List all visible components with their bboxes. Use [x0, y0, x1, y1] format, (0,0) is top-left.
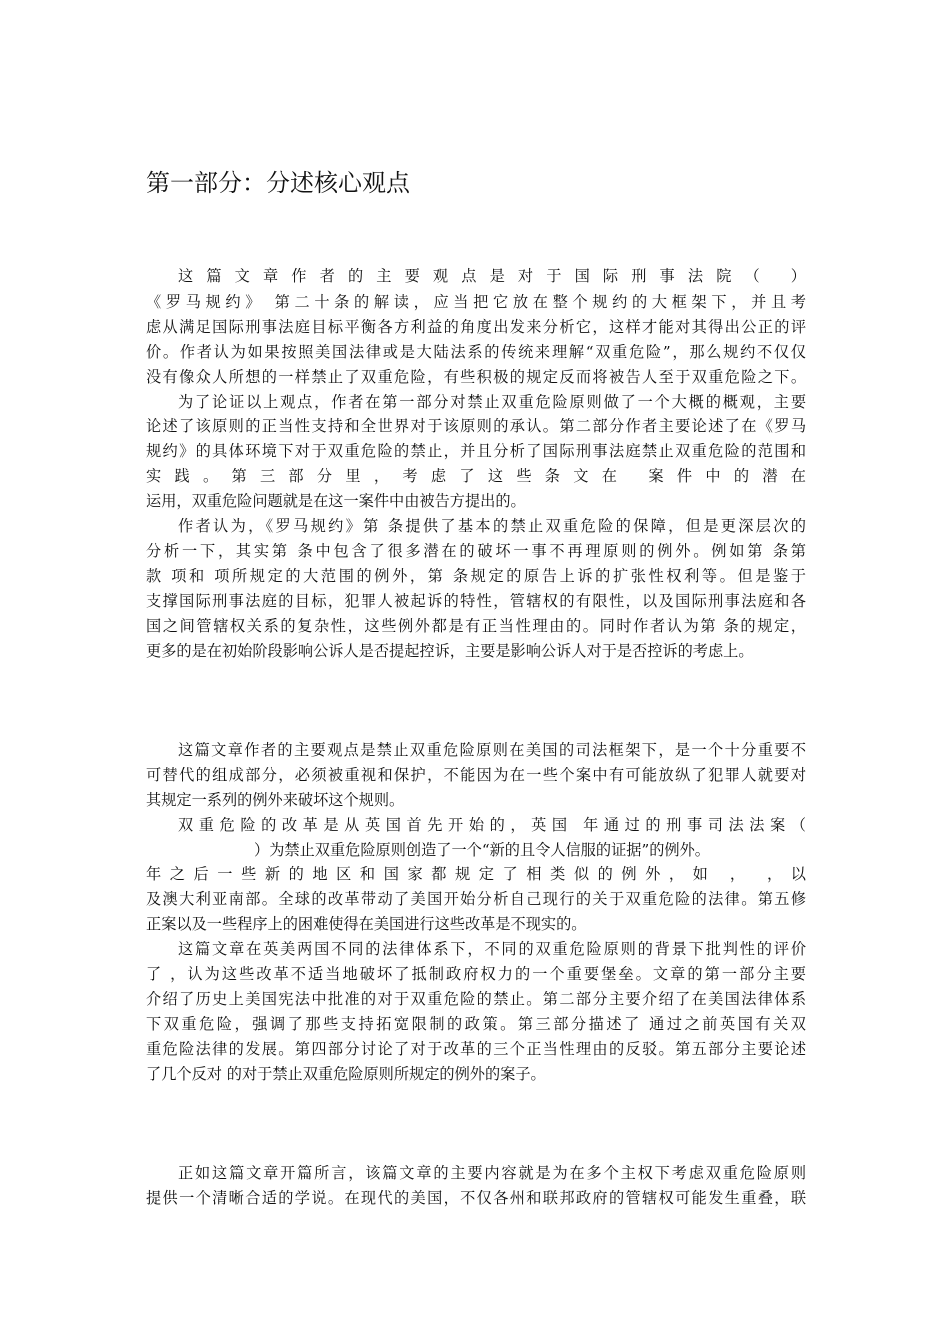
- paragraph-line: 分析一下，其实第 条中包含了很多潜在的破坏一事不再理原则的例外。例如第 条第: [146, 542, 806, 560]
- paragraph-line: 介绍了历史上美国宪法中批准的对于双重危险的禁止。第二部分主要介绍了在美国法律体系: [146, 990, 806, 1008]
- paragraph-line: 提供一个清晰合适的学说。在现代的美国，不仅各州和联邦政府的管辖权可能发生重叠，联: [146, 1189, 806, 1207]
- paragraph-line: 《罗马规约》 第二十条的解读，应当把它放在整个规约的大框架下，并且考: [146, 293, 806, 311]
- paragraph-line: 运用，双重危险问题就是在这一案件中由被告方提出的。: [146, 492, 526, 510]
- paragraph-line: 这篇文章在英美两国不同的法律体系下，不同的双重危险原则的背景下批判性的评价: [178, 940, 806, 958]
- paragraph-line: 论述了该原则的正当性支持和全世界对于该原则的承认。第二部分作者主要论述了在《罗马: [146, 417, 806, 435]
- paragraph-line: 重危险法律的发展。第四部分讨论了对于改革的三个正当性理由的反驳。第五部分主要论述: [146, 1040, 806, 1058]
- paragraph-line: 国之间管辖权关系的复杂性，这些例外都是有正当性理由的。同时作者认为第 条的规定，: [146, 617, 806, 635]
- paragraph-line: 实践。第三部分里，考虑了这些条文在 案件中的潜在: [146, 467, 806, 485]
- paragraph-line: 正如这篇文章开篇所言，该篇文章的主要内容就是为在多个主权下考虑双重危险原则: [178, 1164, 806, 1182]
- paragraph-line: 没有像众人所想的一样禁止了双重危险，有些积极的规定反而将被告人至于双重危险之下。: [146, 368, 806, 386]
- paragraph-line: 虑从满足国际刑事法庭目标平衡各方利益的角度出发来分析它，这样才能对其得出公正的评: [146, 318, 806, 336]
- paragraph-line: 及澳大利亚南部。全球的改革带动了美国开始分析自己现行的关于双重危险的法律。第五修: [146, 890, 806, 908]
- paragraph-line: 这篇文章作者的主要观点是禁止双重危险原则在美国的司法框架下，是一个十分重要不: [178, 741, 806, 759]
- paragraph-line: 了 ，认为这些改革不适当地破坏了抵制政府权力的一个重要堡垒。文章的第一部分主要: [146, 965, 806, 983]
- paragraph-line: 其规定一系列的例外来破坏这个规则。: [146, 791, 405, 809]
- paragraph-line: 为了论证以上观点，作者在第一部分对禁止双重危险原则做了一个大概的概观，主要: [178, 393, 806, 411]
- page-title: 第一部分：分述核心观点: [146, 169, 410, 197]
- paragraph-line: 年之后一些新的地区和国家都规定了相类似的例外，如 ， ，以: [146, 865, 806, 883]
- paragraph-line: 规约》的具体环境下对于双重危险的禁止，并且分析了国际刑事法庭禁止双重危险的范围和: [146, 442, 806, 460]
- paragraph-line: 支撑国际刑事法庭的目标，犯罪人被起诉的特性，管辖权的有限性，以及国际刑事法庭和各: [146, 592, 806, 610]
- paragraph-line: 正案以及一些程序上的困难使得在美国进行这些改革是不现实的。: [146, 915, 587, 933]
- paragraph-line: 双重危险的改革是从英国首先开始的，英国 年通过的刑事司法法案（: [178, 816, 806, 834]
- paragraph-line: 更多的是在初始阶段影响公诉人是否提起控诉，主要是影响公诉人对于是否控诉的考虑上。: [146, 642, 754, 660]
- paragraph-line: 价。作者认为如果按照美国法律或是大陆法系的传统来理解“双重危险”，那么规约不仅仅: [146, 343, 806, 361]
- paragraph-line: 款 项和 项所规定的大范围的例外，第 条规定的原告上诉的扩张性权利等。但是鉴于: [146, 567, 806, 585]
- paragraph-line: 可替代的组成部分，必须被重视和保护，不能因为在一些个案中有可能放纵了犯罪人就要对: [146, 766, 806, 784]
- paragraph-line: 了几个反对 的对于禁止双重危险原则所规定的例外的案子。: [146, 1065, 546, 1083]
- paragraph-line: ）为禁止双重危险原则创造了一个“新的且令人信服的证据”的例外。: [254, 841, 710, 859]
- paragraph-line: 这篇文章作者的主要观点是对于国际刑事法院（ ）: [178, 267, 806, 285]
- paragraph-line: 作者认为，《罗马规约》第 条提供了基本的禁止双重危险的保障，但是更深层次的: [178, 517, 806, 535]
- paragraph-line: 下双重危险，强调了那些支持拓宽限制的政策。第三部分描述了 通过之前英国有关双: [146, 1015, 806, 1033]
